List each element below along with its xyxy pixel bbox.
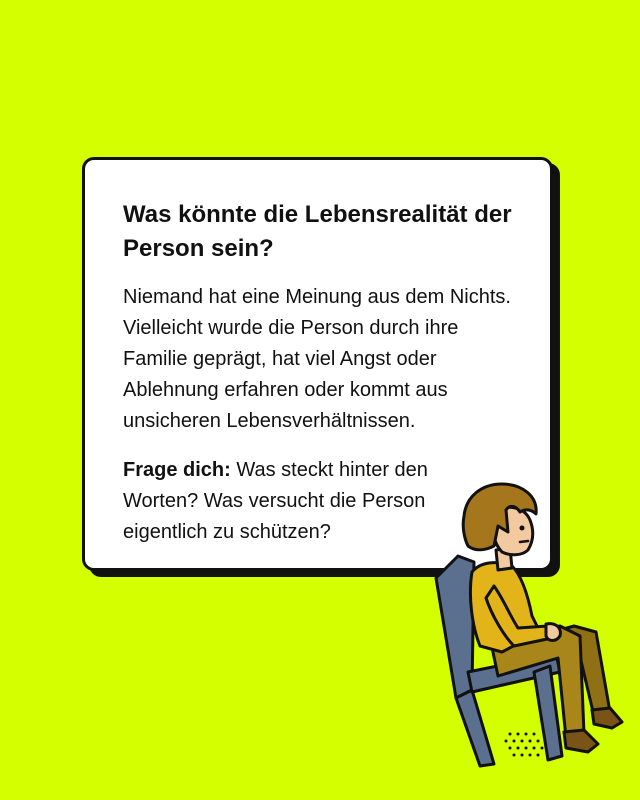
reflection-question — [123, 455, 453, 548]
card-body-text: Niemand hat eine Meinung aus dem Nichts. Vielleicht wurde die Person durch ihre Familie geprägt, hat viel Angst oder Ablehnung erfahren oder kommt aus unsicheren Lebensverhältnissen. — [123, 286, 511, 432]
floor-dots — [505, 733, 544, 757]
card-title: Was könnte die Lebensrealität der Person sein? — [123, 201, 512, 262]
seated-person-illustration — [410, 476, 640, 800]
mouth — [520, 541, 528, 542]
far-shoe — [592, 708, 622, 728]
chair-rear-leg — [456, 690, 494, 766]
hand — [546, 624, 560, 641]
eye — [520, 526, 525, 531]
chair-front-leg — [534, 666, 562, 760]
question-label: Frage dich: — [123, 459, 231, 481]
question-text: Was steckt hinter den Worten? Was versucht die Person eigentlich zu schützen? — [123, 459, 428, 543]
near-shoe — [564, 730, 598, 752]
